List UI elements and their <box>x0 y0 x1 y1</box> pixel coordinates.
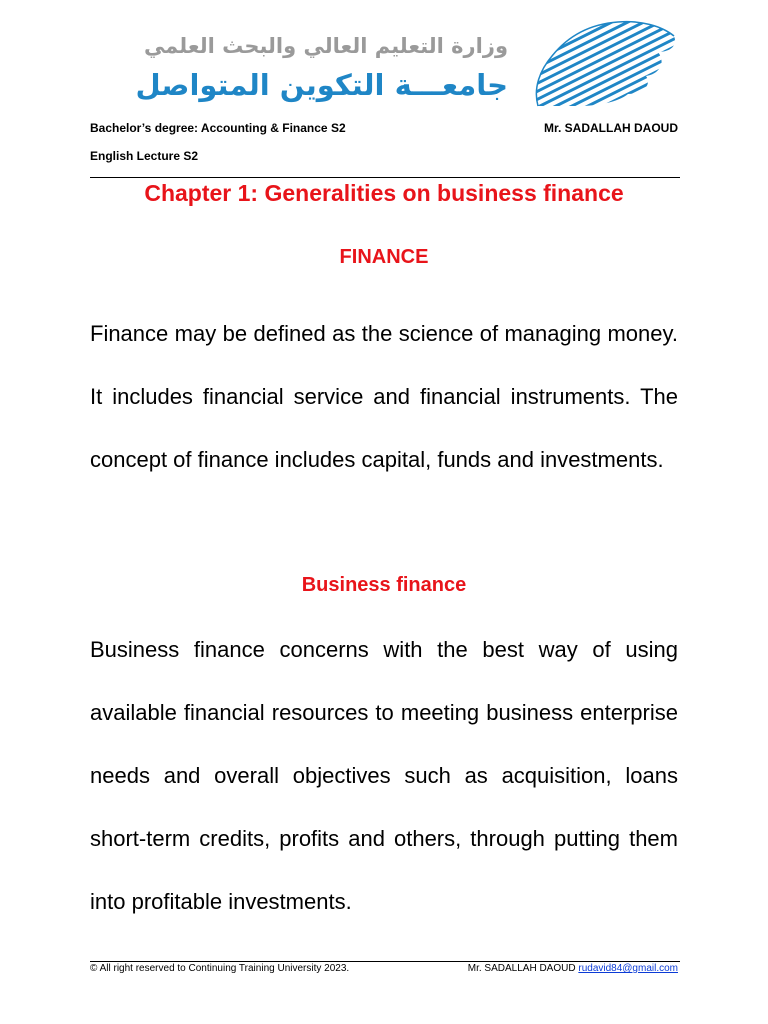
footer-contact <box>468 963 678 974</box>
chapter-title: Chapter 1: Generalities on business finance <box>144 180 624 206</box>
business-finance-paragraph: Business finance concerns with the best way of using available financial resources to meeting business enterprise needs and overall objectives such as acquisition, loans short-term credits, profits and others, through putting them into profitable investments. <box>90 637 678 914</box>
section-heading-business-finance: Business finance <box>301 574 467 596</box>
lecture-info-row <box>90 149 678 163</box>
header-divider <box>90 177 680 178</box>
ministry-name: وزارة التعليم العالي والبحث العلمي <box>143 34 508 58</box>
author-email-link[interactable]: rudavid84@gmail.com <box>578 963 678 974</box>
finance-paragraph: Finance may be defined as the science of managing money. It includes financial service and financial instruments. The concept of finance includes capital, funds and investments. <box>90 321 678 472</box>
degree-label: Bachelor’s degree: Accounting & Finance S2 <box>90 121 346 135</box>
page-header <box>90 18 678 108</box>
footer-divider <box>90 961 680 962</box>
copyright-text: © All right reserved to Continuing Training University 2023. <box>90 963 350 974</box>
university-logo <box>528 18 678 108</box>
course-info-row <box>90 121 678 135</box>
section-heading-finance: FINANCE <box>339 246 429 268</box>
lecture-label: English Lecture S2 <box>90 149 199 163</box>
footer-author: Mr. SADALLAH DAOUD <box>467 963 576 974</box>
university-name: جامعـــة التكوين المتواصل <box>135 68 508 102</box>
page-footer <box>90 963 678 974</box>
author-label: Mr. SADALLAH DAOUD <box>544 121 678 135</box>
